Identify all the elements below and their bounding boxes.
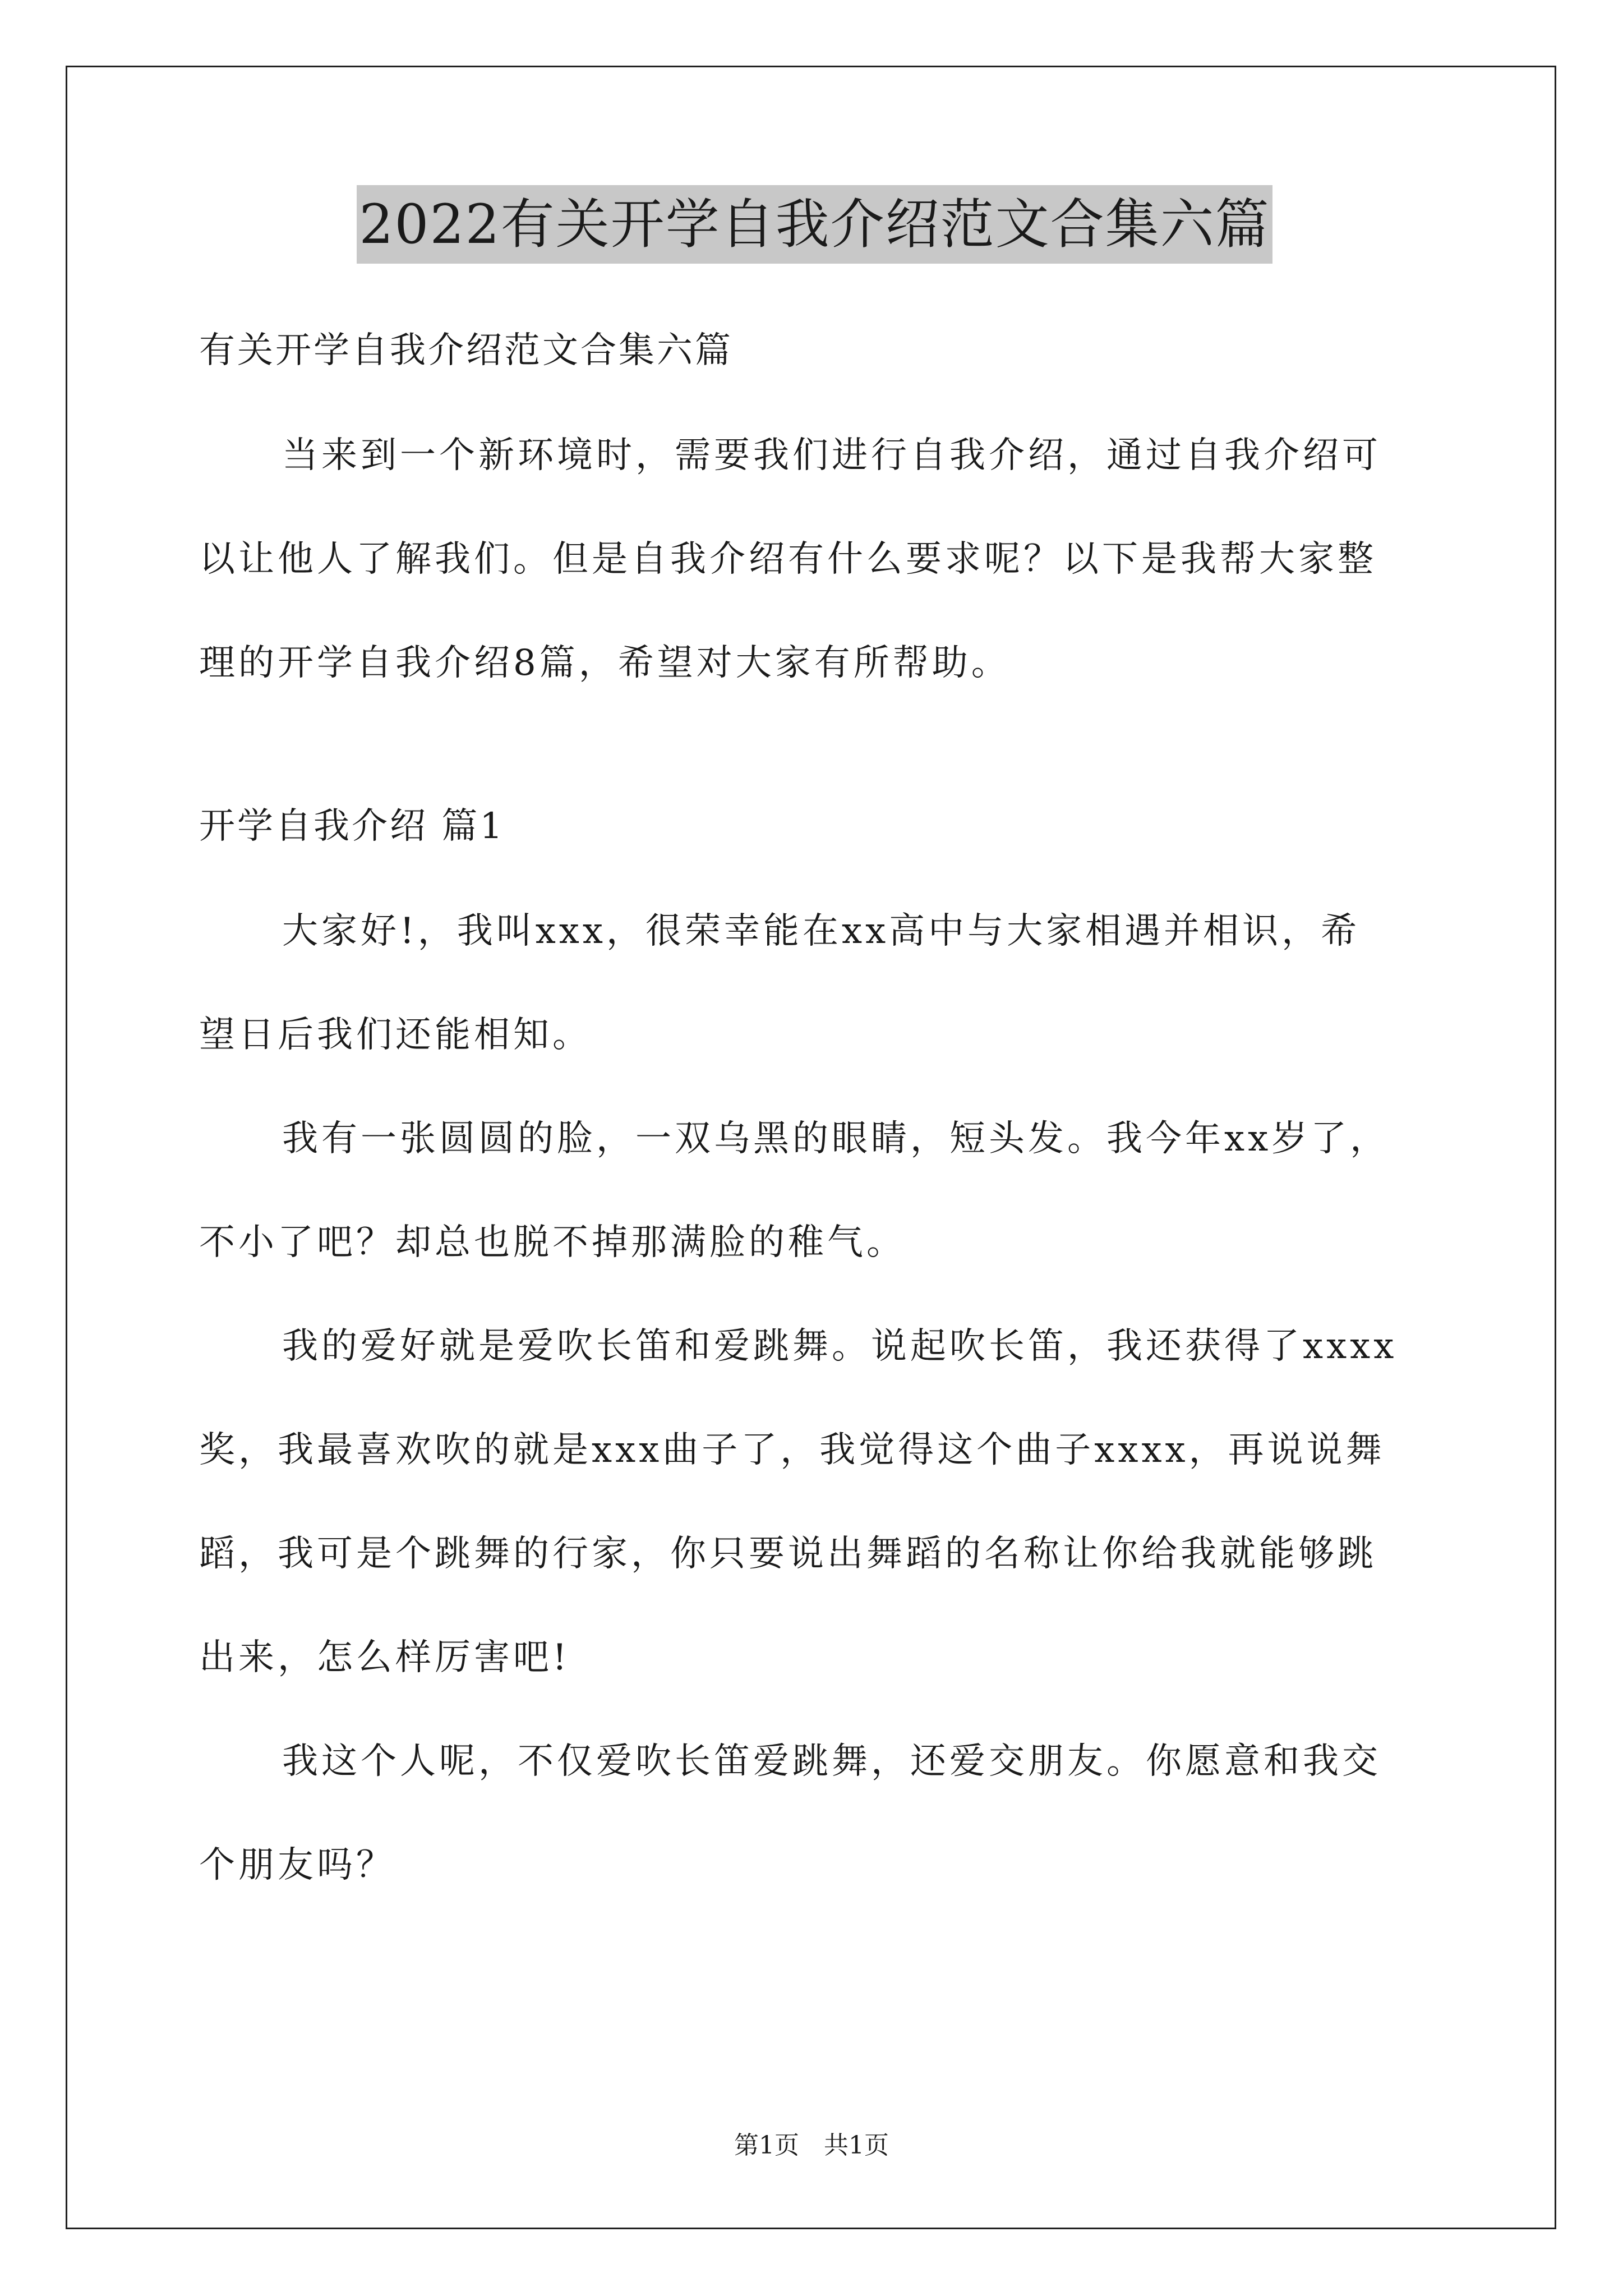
paragraph-line: 以让他人了解我们。但是自我介绍有什么要求呢？以下是我帮大家整 bbox=[199, 539, 1377, 580]
paragraph-line: 当来到一个新环境时，需要我们进行自我介绍，通过自我介绍可 bbox=[282, 435, 1381, 476]
body-paragraph-1 bbox=[199, 880, 1430, 1087]
page-footer: 第1页 共1页 bbox=[734, 2131, 889, 2160]
document-body bbox=[199, 185, 1430, 1917]
paragraph-line: 望日后我们还能相知。 bbox=[199, 1014, 592, 1056]
paragraph-line: 奖，我最喜欢吹的就是xxx曲子了，我觉得这个曲子xxxx，再说说舞 bbox=[199, 1429, 1385, 1471]
body-paragraph-4 bbox=[199, 1710, 1430, 1917]
body-paragraph-2 bbox=[199, 1087, 1430, 1295]
paragraph-line: 理的开学自我介绍8篇，希望对大家有所帮助。 bbox=[199, 642, 1011, 684]
paragraph-line: 大家好!，我叫xxx，很荣幸能在xx高中与大家相遇并相识，希 bbox=[282, 910, 1361, 952]
title-container bbox=[199, 185, 1430, 264]
paragraph-line: 我这个人呢，不仅爱吹长笛爱跳舞，还爱交朋友。你愿意和我交 bbox=[282, 1741, 1381, 1782]
section-heading: 开学自我介绍 篇1 bbox=[199, 806, 505, 847]
paragraph-line: 不小了吧？却总也脱不掉那满脸的稚气。 bbox=[199, 1222, 906, 1263]
document-title: 2022有关开学自我介绍范文合集六篇 bbox=[357, 185, 1272, 264]
paragraph-line: 出来，怎么样厉害吧! bbox=[199, 1637, 570, 1678]
intro-paragraph bbox=[199, 404, 1430, 715]
paragraph-line: 我的爱好就是爱吹长笛和爱跳舞。说起吹长笛，我还获得了xxxx bbox=[282, 1326, 1398, 1367]
body-paragraph-3 bbox=[199, 1295, 1430, 1710]
paragraph-line: 个朋友吗？ bbox=[199, 1844, 395, 1886]
paragraph-line: 蹈，我可是个跳舞的行家，你只要说出舞蹈的名称让你给我就能够跳 bbox=[199, 1533, 1377, 1575]
document-subtitle: 有关开学自我介绍范文合集六篇 bbox=[199, 330, 733, 371]
paragraph-line: 我有一张圆圆的脸，一双乌黑的眼睛，短头发。我今年xx岁了， bbox=[282, 1118, 1390, 1159]
